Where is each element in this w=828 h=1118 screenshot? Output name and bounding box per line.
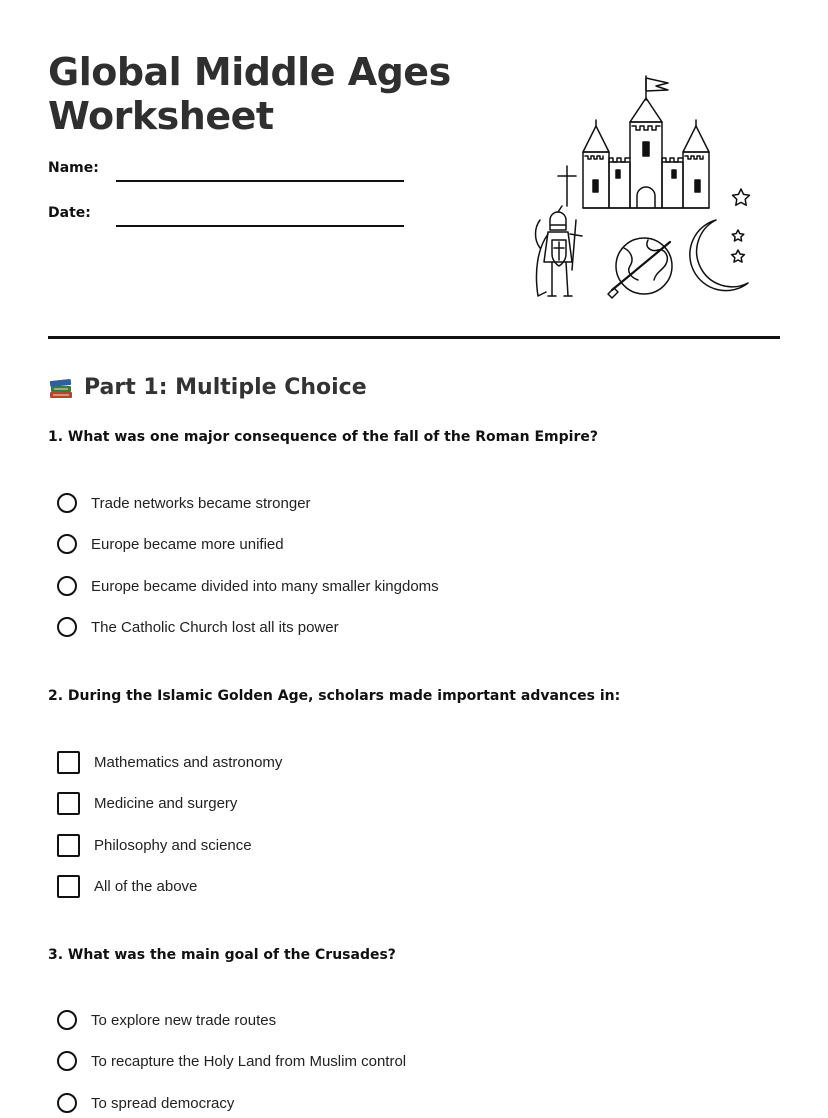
checkbox[interactable] bbox=[57, 751, 80, 774]
radio-button[interactable] bbox=[57, 576, 77, 596]
checkbox[interactable] bbox=[57, 875, 80, 898]
q1-option-4[interactable] bbox=[57, 614, 339, 640]
date-line[interactable] bbox=[116, 225, 404, 227]
q2-option-4[interactable] bbox=[57, 873, 197, 899]
question-1: 1. What was one major consequence of the fall of the Roman Empire? bbox=[48, 429, 598, 445]
cross-icon bbox=[558, 166, 576, 206]
question-3: 3. What was the main goal of the Crusades? bbox=[48, 947, 396, 963]
option-label: To explore new trade routes bbox=[91, 1011, 277, 1029]
q2-option-1[interactable] bbox=[57, 749, 282, 775]
option-label: Trade networks became stronger bbox=[91, 494, 311, 512]
section-title-text: Part 1: Multiple Choice bbox=[84, 374, 367, 400]
section-title bbox=[48, 374, 367, 400]
radio-button[interactable] bbox=[57, 1051, 77, 1071]
globe-icon bbox=[608, 238, 672, 298]
option-label: All of the above bbox=[94, 877, 198, 895]
header-divider bbox=[48, 336, 780, 339]
title-line-1: Global Middle Ages bbox=[48, 50, 451, 94]
option-label: The Catholic Church lost all its power bbox=[91, 618, 339, 636]
radio-button[interactable] bbox=[57, 1093, 77, 1113]
q2-option-2[interactable] bbox=[57, 790, 237, 816]
option-label: Philosophy and science bbox=[94, 836, 252, 854]
q3-option-3[interactable] bbox=[57, 1090, 234, 1116]
q1-option-2[interactable] bbox=[57, 531, 284, 557]
checkbox[interactable] bbox=[57, 792, 80, 815]
radio-button[interactable] bbox=[57, 617, 77, 637]
option-label: Mathematics and astronomy bbox=[94, 753, 283, 771]
q1-option-3[interactable] bbox=[57, 573, 439, 599]
name-line[interactable] bbox=[116, 180, 404, 182]
option-label: To spread democracy bbox=[91, 1094, 235, 1112]
option-label: Medicine and surgery bbox=[94, 794, 238, 812]
checkbox[interactable] bbox=[57, 834, 80, 857]
q3-option-1[interactable] bbox=[57, 1007, 276, 1033]
q2-option-3[interactable] bbox=[57, 832, 252, 858]
books-icon bbox=[48, 374, 74, 400]
knight-icon bbox=[536, 206, 583, 296]
title-line-2: Worksheet bbox=[48, 94, 274, 138]
option-label: Europe became more unified bbox=[91, 535, 284, 553]
radio-button[interactable] bbox=[57, 534, 77, 554]
castle-icon bbox=[583, 76, 709, 208]
name-label: Name: bbox=[48, 160, 99, 176]
question-2: 2. During the Islamic Golden Age, scholars made important advances in: bbox=[48, 688, 621, 704]
radio-button[interactable] bbox=[57, 493, 77, 513]
q3-option-2[interactable] bbox=[57, 1048, 406, 1074]
middle-ages-illustration bbox=[520, 70, 780, 310]
q1-option-1[interactable] bbox=[57, 490, 311, 516]
worksheet-title bbox=[48, 50, 468, 138]
radio-button[interactable] bbox=[57, 1010, 77, 1030]
option-label: To recapture the Holy Land from Muslim control bbox=[91, 1052, 407, 1070]
crescent-moon-icon bbox=[690, 220, 748, 291]
star-icon bbox=[732, 189, 750, 262]
option-label: Europe became divided into many smaller kingdoms bbox=[91, 577, 439, 595]
date-label: Date: bbox=[48, 205, 91, 221]
